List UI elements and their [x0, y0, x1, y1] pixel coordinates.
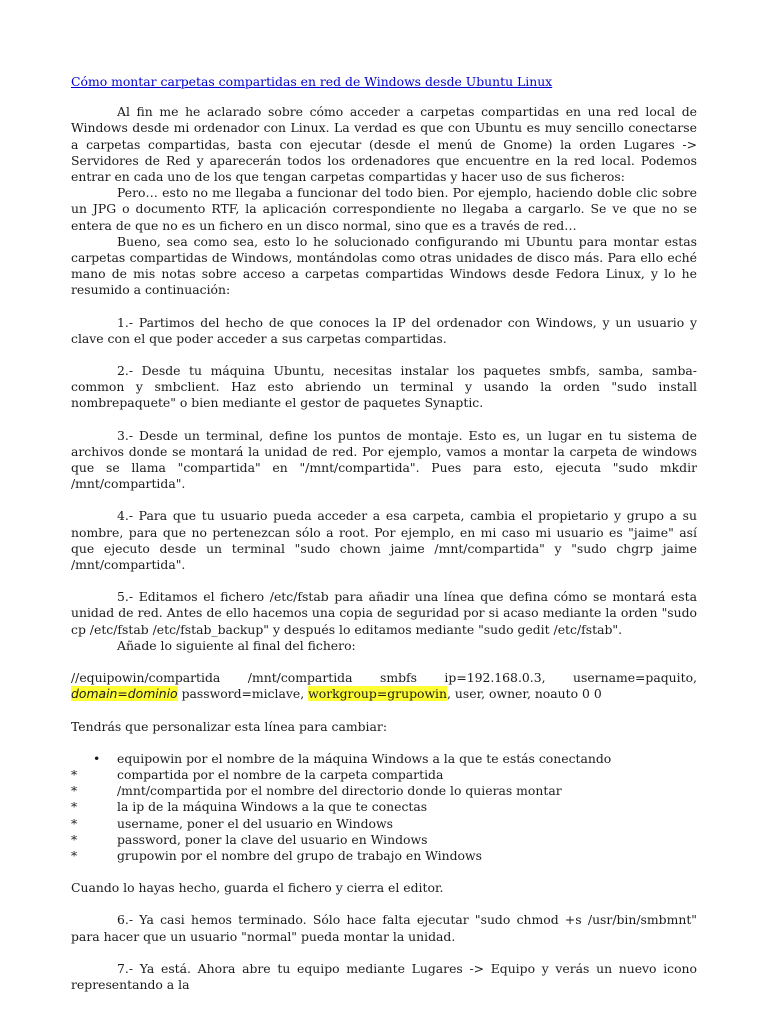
customize-list	[71, 751, 697, 864]
customize-label: Tendrás que personalizar esta línea para cambiar:	[71, 718, 387, 734]
bullet-marker: *	[71, 766, 78, 782]
list-item-text: equipowin por el nombre de la máquina Windows a la que te estás conectando	[117, 750, 612, 766]
list-item	[71, 767, 697, 783]
list-item-text: username, poner el del usuario en Windows	[117, 815, 393, 831]
step-4: 4.- Para que tu usuario pueda acceder a esa carpeta, cambia el propietario y grupo a su nombre, para que no pertenezcan sólo a root. Por ejemplo, en mi caso mi usuario es "jaime" así que ejecuto desde un terminal "sudo chown jaime /mnt/compartida" y "sudo chgrp jaime /mnt/compartida".	[71, 508, 697, 573]
list-item-text: compartida por el nombre de la carpeta compartida	[117, 766, 444, 782]
list-item	[71, 783, 697, 799]
domain-highlight: domain=dominio	[71, 686, 178, 702]
workgroup-highlight: workgroup=grupowin	[308, 686, 448, 702]
step-1: 1.- Partimos del hecho de que conoces la IP del ordenador con Windows, y un usuario y clave con el que poder acceder a sus carpetas compartidas.	[71, 314, 697, 346]
list-item	[71, 799, 697, 815]
fstab-part-1: //equipowin/compartida /mnt/compartida smbfs ip=192.168.0.3, username=paquito,	[71, 670, 697, 686]
list-item-text: /mnt/compartida por el nombre del directorio donde lo quieras montar	[117, 783, 562, 799]
list-item-text: password, poner la clave del usuario en Windows	[117, 831, 428, 847]
bullet-marker: *	[71, 847, 78, 863]
bullet-marker: *	[71, 815, 78, 831]
list-item	[71, 816, 697, 832]
after-list-paragraph: Cuando lo hayas hecho, guarda el fichero y cierra el editor.	[71, 880, 444, 896]
fstab-part-2: password=miclave,	[177, 686, 309, 702]
list-item	[71, 832, 697, 848]
list-item-text: la ip de la máquina Windows a la que te conectas	[117, 799, 428, 815]
step-6: 6.- Ya casi hemos terminado. Sólo hace falta ejecutar "sudo chmod +s /usr/bin/smbmnt" para hacer que un usuario "normal" pueda montar la unidad.	[71, 912, 697, 944]
intro-paragraph-1: Al fin me he aclarado sobre cómo acceder a carpetas compartidas en una red local de Windows desde mi ordenador con Linux. La verdad es que con Ubuntu es muy sencillo conectarse a carpetas compartidas, basta con ejecutar (desde el menú de Gnome) la orden Lugares -> Servidores de Red y aparecerán todos los ordenadores que encuentre en la red local. Podemos entrar en cada uno de los que tengan carpetas compartidas y hacer uso de sus ficheros:	[71, 104, 697, 185]
list-item	[71, 848, 697, 864]
intro-paragraph-3: Bueno, sea como sea, esto lo he solucionado configurando mi Ubuntu para montar estas carpetas compartidas de Windows, montándolas como otras unidades de disco más. Para ello eché mano de mis notas sobre acceso a carpetas compartidas Windows desde Fedora Linux, y lo he resumido a continuación:	[71, 233, 697, 298]
intro-paragraph-2: Pero… esto no me llegaba a funcionar del todo bien. Por ejemplo, haciendo doble clic sobre un JPG o documento RTF, la aplicación correspondiente no llegaba a cargarlo. Se ve que no se entera de que no es un fichero en un disco normal, sino que es a través de red…	[71, 185, 697, 233]
step-5: 5.- Editamos el fichero /etc/fstab para añadir una línea que defina cómo se montará esta unidad de red. Antes de ello hacemos una copia de seguridad por si acaso mediante la orden "sudo cp /etc/fstab /etc/fstab_backup" y después lo editamos mediante "sudo gedit /etc/fstab".	[71, 589, 697, 637]
step-2: 2.- Desde tu máquina Ubuntu, necesitas instalar los paquetes smbfs, samba, samba-common y smbclient. Haz esto abriendo un terminal y usando la orden "sudo install nombrepaquete" o bien mediante el gestor de paquetes Synaptic.	[71, 363, 697, 411]
bullet-marker: *	[71, 799, 78, 815]
bullet-marker: •	[93, 750, 101, 766]
fstab-line	[71, 670, 697, 702]
bullet-marker: *	[71, 783, 78, 799]
step-5-add-line: Añade lo siguiente al final del fichero:	[117, 637, 356, 653]
list-item-text: grupowin por el nombre del grupo de trabajo en Windows	[117, 847, 482, 863]
bullet-marker: *	[71, 831, 78, 847]
article-title-link[interactable]: Cómo montar carpetas compartidas en red de Windows desde Ubuntu Linux	[71, 74, 553, 89]
document-body	[71, 74, 697, 993]
list-item	[71, 751, 697, 767]
step-7: 7.- Ya está. Ahora abre tu equipo mediante Lugares -> Equipo y verás un nuevo icono representando a la	[71, 960, 697, 992]
fstab-part-3: , user, owner, noauto 0 0	[447, 686, 602, 702]
step-3: 3.- Desde un terminal, define los puntos de montaje. Esto es, un lugar en tu sistema de archivos donde se montará la unidad de red. Por ejemplo, vamos a montar la carpeta de windows que se llama "compartida" en "/mnt/compartida". Pues para esto, ejecuta "sudo mkdir /mnt/compartida".	[71, 427, 697, 492]
